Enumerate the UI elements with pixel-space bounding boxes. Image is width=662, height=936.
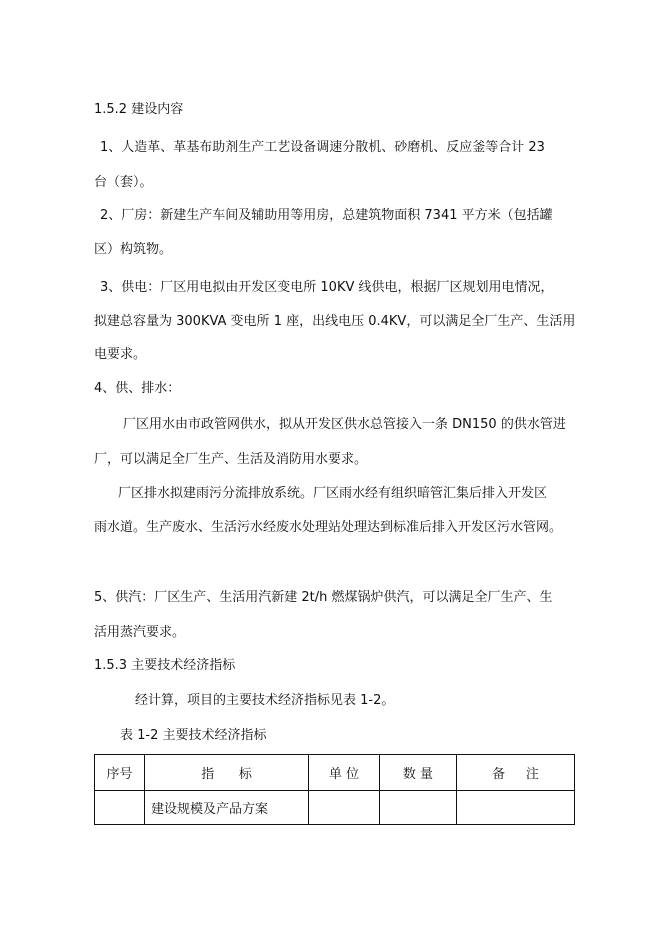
item-5-line-1: 5、供汽：厂区生产、生活用汽新建 2t/h 燃煤锅炉供汽，可以满足全厂生产、生 <box>94 590 553 605</box>
table-caption: 表 1-2 主要技术经济指标 <box>120 728 267 743</box>
table-header-row <box>95 755 575 791</box>
table-intro: 经计算，项目的主要技术经济指标见表 1-2。 <box>135 693 395 708</box>
cell-remarks <box>457 791 575 825</box>
item-3-line-2: 拟建总容量为 300KVA 变电所 1 座，出线电压 0.4KV，可以满足全厂生产、生活用 <box>94 314 576 329</box>
cell-index <box>95 791 145 825</box>
col-header-remarks: 备 注 <box>457 755 575 791</box>
drainage-line-2: 雨水道。生产废水、生活污水经废水处理站处理达到标准后排入开发区污水管网。 <box>94 520 563 535</box>
section-heading-1-5-2: 1.5.2 建设内容 <box>94 102 184 117</box>
item-4-heading: 4、供、排水： <box>94 381 181 396</box>
section-heading-1-5-3: 1.5.3 主要技术经济指标 <box>94 658 236 673</box>
cell-quantity <box>380 791 457 825</box>
cell-indicator: 建设规模及产品方案 <box>145 791 309 825</box>
item-5-line-2: 活用蒸汽要求。 <box>94 625 186 640</box>
item-1-line-2: 台（套）。 <box>94 175 153 190</box>
col-header-unit: 单 位 <box>309 755 380 791</box>
table-row <box>95 791 575 825</box>
item-3-line-1: 3、供电：厂区用电拟由开发区变电所 10KV 线供电，根据厂区规划用电情况， <box>100 280 554 295</box>
col-header-index: 序号 <box>95 755 145 791</box>
item-2-line-2: 区）构筑物。 <box>94 242 173 257</box>
item-3-line-3: 电要求。 <box>94 347 147 362</box>
indicator-table <box>94 754 575 825</box>
cell-unit <box>309 791 380 825</box>
item-1-line-1: 1、人造革、革基布助剂生产工艺设备调速分散机、砂磨机、反应釜等合计 23 <box>100 140 545 155</box>
col-header-quantity: 数 量 <box>380 755 457 791</box>
col-header-indicator: 指 标 <box>145 755 309 791</box>
water-supply-line-1: 厂区用水由市政管网供水，拟从开发区供水总管接入一条 DN150 的供水管进 <box>123 417 566 432</box>
water-supply-line-2: 厂，可以满足全厂生产、生活及消防用水要求。 <box>94 452 368 467</box>
item-2-line-1: 2、厂房：新建生产车间及辅助用等用房，总建筑物面积 7341 平方米（包括罐 <box>100 208 553 223</box>
drainage-line-1: 厂区排水拟建雨污分流排放系统。厂区雨水经有组织暗管汇集后排入开发区 <box>118 486 548 501</box>
